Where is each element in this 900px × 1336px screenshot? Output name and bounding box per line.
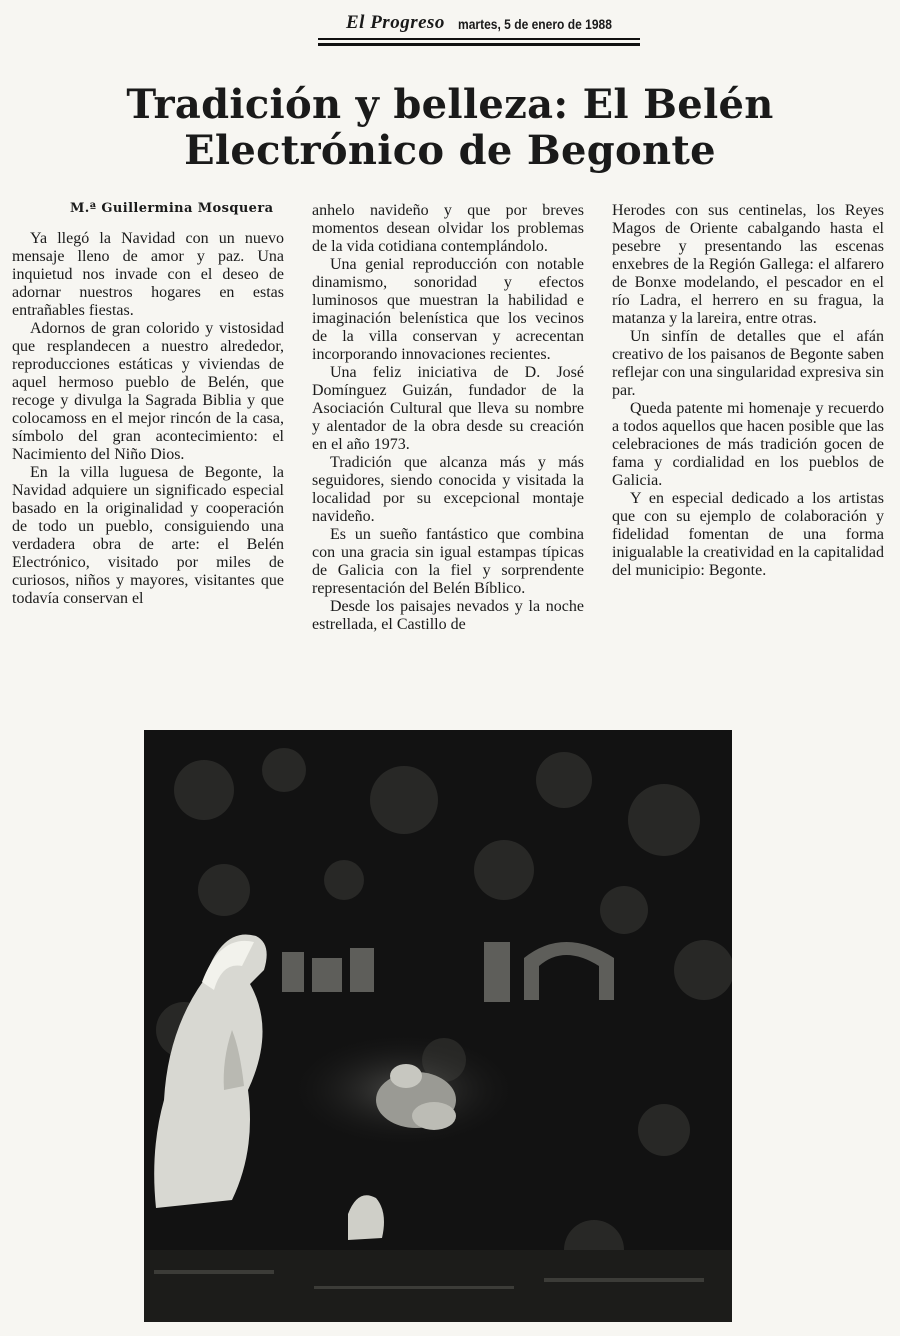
masthead-rule <box>318 38 640 40</box>
paragraph: Ya llegó la Navidad con un nuevo mensaje lleno de amor y paz. Una inquietud nos invade con el deseo de adornar nuestros hogares en estas entrañables fiestas. <box>12 230 284 319</box>
nativity-scene-photo <box>144 730 732 1322</box>
paragraph: Adornos de gran colorido y vistosidad que resplandecen a nuestro alrededor, reproducciones estáticas y viviendas de aquel hermoso pueblo de Belén, que recoge y divulga la Sagrada Biblia y que colocamoss en el mejor rincón de la casa, símbolo del gran acontecimiento: el Nacimiento del Niño Dios. <box>12 320 284 463</box>
masthead-rule-thick <box>318 43 640 46</box>
photo-illustration <box>144 730 732 1322</box>
paragraph: Y en especial dedicado a los artistas que con su ejemplo de colaboración y fidelidad fomentan de una forma inigualable la creatividad en la capitalidad del municipio: Begonte. <box>612 490 884 579</box>
publication-date: martes, 5 de enero de 1988 <box>458 16 612 32</box>
paragraph: Es un sueño fantástico que combina con una gracia sin igual estampas típicas de Galicia con la fiel y sorprendente representación del Belén Bíblico. <box>312 526 584 597</box>
paragraph: Herodes con sus centinelas, los Reyes Magos de Oriente cabalgando hasta el pesebre y presentando las escenas enxebres de la Región Gallega: el alfarero de Bonxe modelando, el pescador en el río Ladra, el herrero en su fragua, la matanza y la lareira, entre otras. <box>612 202 884 327</box>
headline <box>40 82 860 174</box>
paragraph: anhelo navideño y que por breves momentos desean olvidar los problemas de la vida cotidiana contemplándolo. <box>312 202 584 255</box>
byline: M.ª Guillermina Mosquera <box>70 201 274 216</box>
headline-line-1: Tradición y belleza: El Belén <box>126 81 774 128</box>
paragraph: Desde los paisajes nevados y la noche estrellada, el Castillo de <box>312 598 584 633</box>
article-column-1 <box>12 230 284 608</box>
article-column-2 <box>312 202 584 634</box>
paragraph: Un sinfín de detalles que el afán creativo de los paisanos de Begonte saben reflejar con una singularidad expresiva sin par. <box>612 328 884 399</box>
headline-line-2: Electrónico de Begonte <box>184 127 716 174</box>
paragraph: En la villa luguesa de Begonte, la Navidad adquiere un significado especial basado en la originalidad y cooperación de todo un pueblo, consiguiendo una verdadera obra de arte: el Belén Electrónico, visitado por miles de curiosos, niños y mayores, visitantes que todavía conservan el <box>12 464 284 607</box>
paragraph: Tradición que alcanza más y más seguidores, siendo conocida y visitada la localidad por su excepcional montaje navideño. <box>312 454 584 525</box>
newspaper-logo: El Progreso <box>346 12 445 33</box>
article-column-3 <box>612 202 884 580</box>
paragraph: Una genial reproducción con notable dinamismo, sonoridad y efectos luminosos que muestran la habilidad e imaginación belenística que los vecinos de la villa conservan y acrecentan incorporando innovaciones recientes. <box>312 256 584 363</box>
masthead <box>318 6 640 46</box>
paragraph: Queda patente mi homenaje y recuerdo a todos aquellos que hacen posible que las celebraciones de más tradición gocen de fama y cordialidad en los pueblos de Galicia. <box>612 400 884 489</box>
paragraph: Una feliz iniciativa de D. José Domínguez Guizán, fundador de la Asociación Cultural que lleva su nombre y alentador de la obra desde su creación en el año 1973. <box>312 364 584 453</box>
